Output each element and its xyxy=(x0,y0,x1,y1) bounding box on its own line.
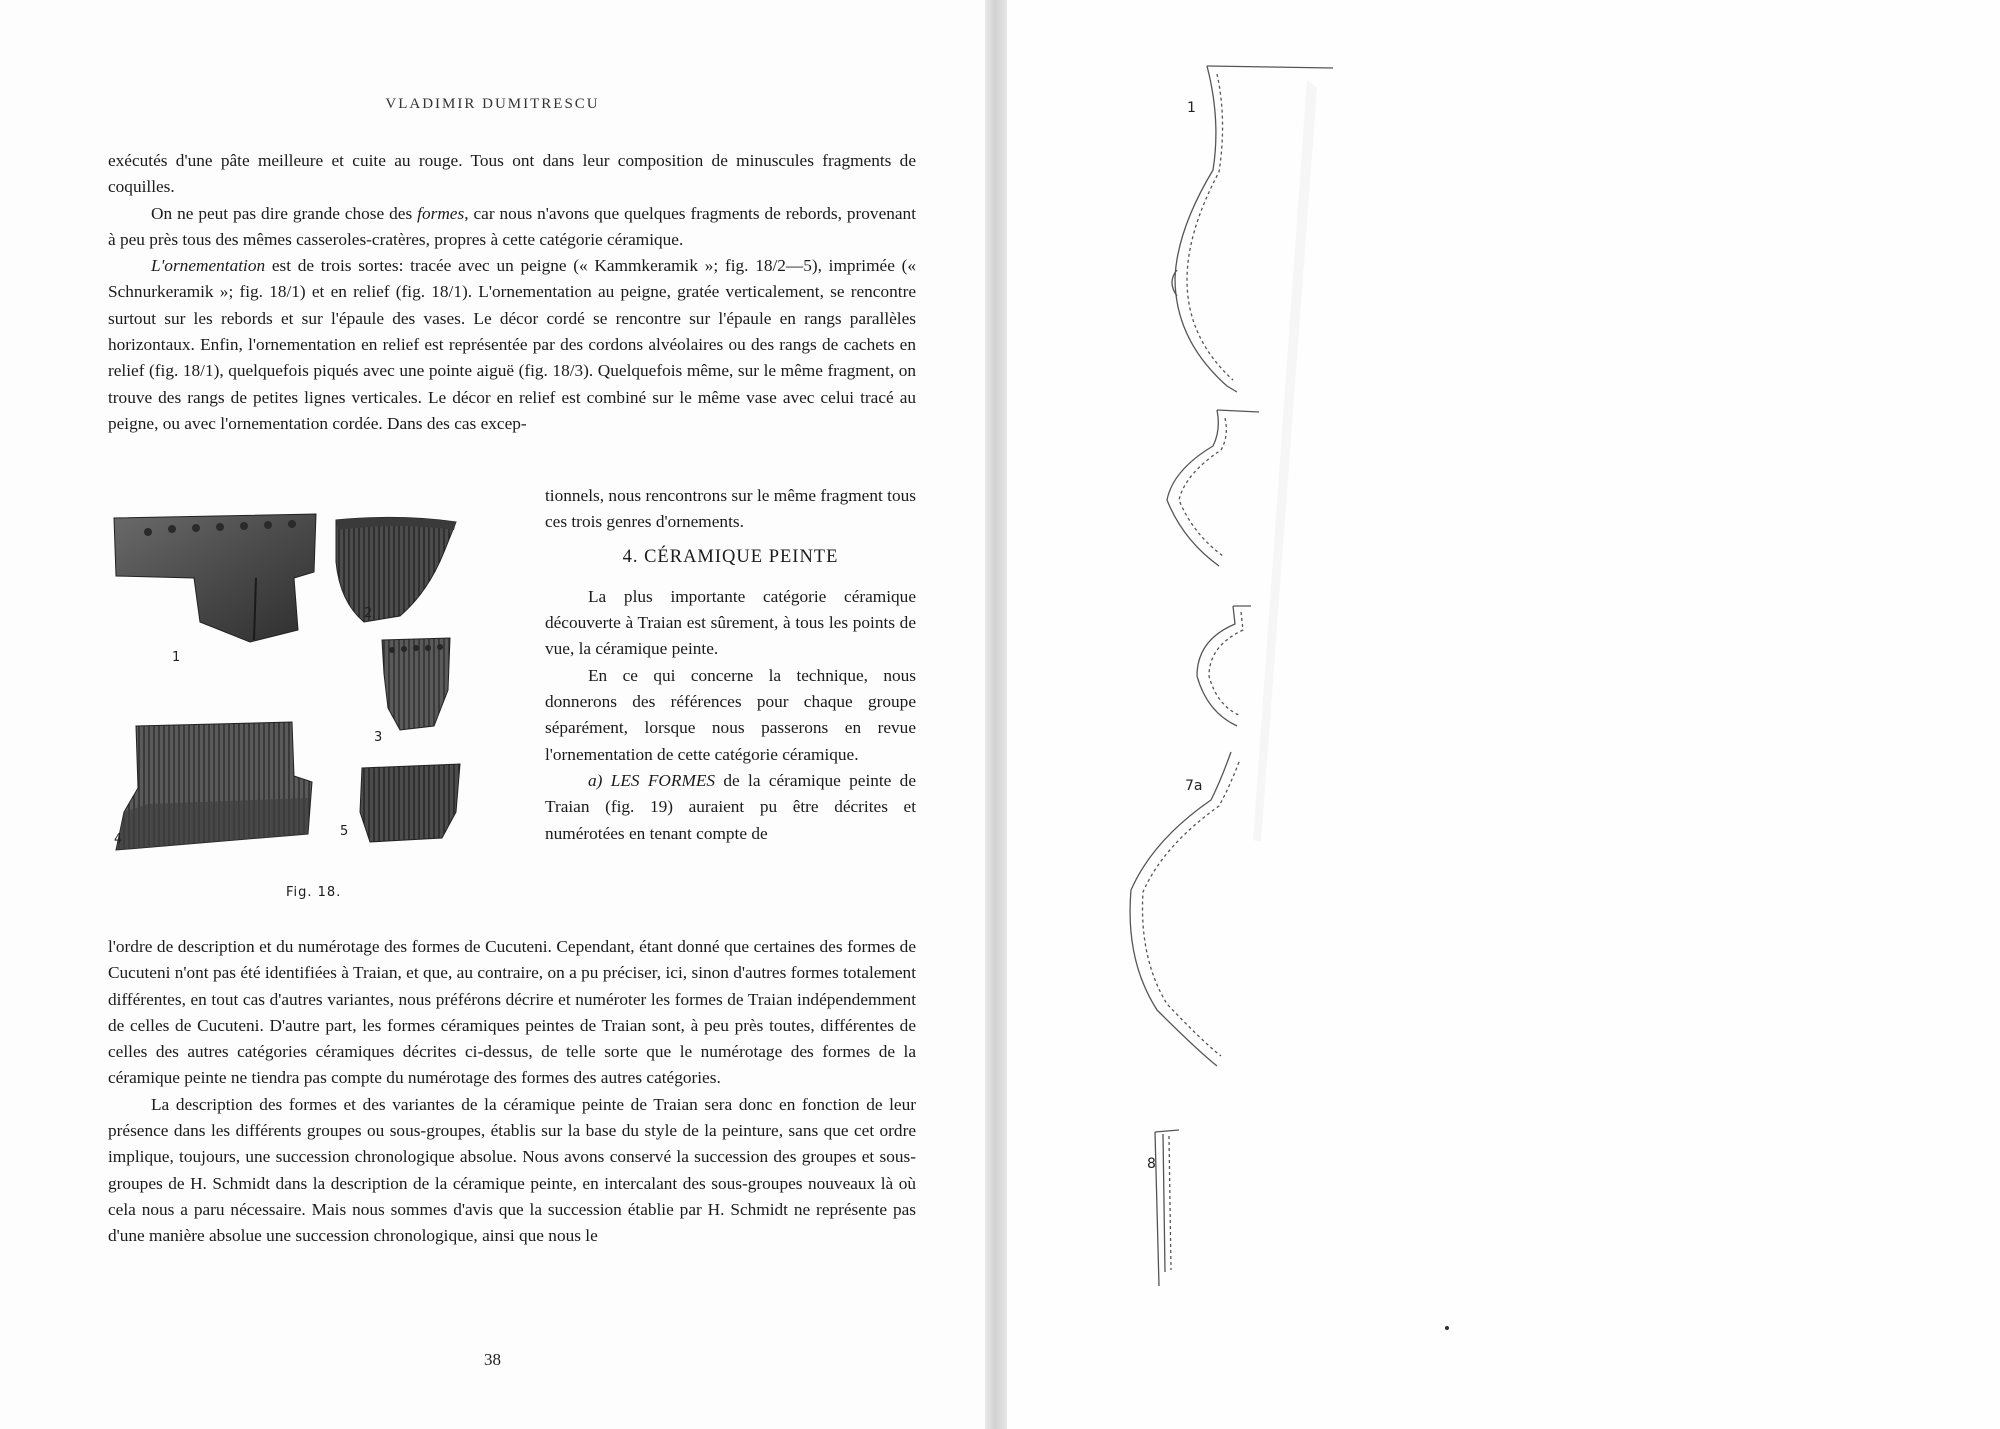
profile-label-1: 1 xyxy=(1187,100,1196,116)
figure-number-5: 5 xyxy=(340,824,349,839)
vessel-profiles xyxy=(1007,0,2000,1429)
para-2-run-2: formes xyxy=(417,203,465,223)
paragraph-3-end: tionnels, nous rencontrons sur le même fragment tous ces trois genres d'ornements. xyxy=(545,486,916,532)
figure-number-4: 4 xyxy=(114,832,123,847)
text-bottom xyxy=(108,934,916,1250)
sherd-5 xyxy=(360,764,460,842)
right-column xyxy=(545,483,916,847)
para-2-run-3: , car nous n'avons que quelques fragments de rebords, provenant à peu près tous des mêmes casseroles-cratères, propres à cette catégorie céramique. xyxy=(108,203,916,249)
profile-2 xyxy=(1167,410,1259,566)
sherd-photographs xyxy=(108,512,528,882)
figure-caption: Fig. 18. xyxy=(286,885,342,900)
paragraph-6-cont: l'ordre de description et du numérotage des formes de Cucuteni. Cependant, étant donné que certaines des formes de Cucuteni n'ont pas été identifiées à Traian, et que, au contraire, on a pu préciser, ici, sinon d'autres formes totalement différentes, en tout cas d'autres variantes, nous préférons décrire et numéroter les formes de Traian indépendemment de celles de Cucuteni. D'autre part, les formes céramiques peintes de Traian sont, à peu près toutes, différentes de celles des autres catégories céramiques décrites ci-dessus, de telle sorte que le numérotage des formes de la céramique peinte ne tiendra pas compte du numérotage des formes des autres catégories. xyxy=(108,937,916,1088)
sherd-2 xyxy=(336,517,456,622)
paragraph-5: En ce qui concerne la technique, nous donnerons des références pour chaque groupe séparément, lorsque nous passerons en revue l'ornementation de cette catégorie céramique. xyxy=(545,665,916,764)
para-3-run-1: L'ornementation xyxy=(151,256,266,276)
paragraph-6 xyxy=(545,768,916,847)
para-6-run-1: a) LES FORMES xyxy=(588,770,716,790)
sherd-4 xyxy=(116,722,312,850)
running-head: VLADIMIR DUMITRESCU xyxy=(385,96,600,112)
profile-7a xyxy=(1130,752,1239,1066)
right-page xyxy=(1007,0,2000,1429)
paragraph-1-text: exécutés d'une pâte meilleure et cuite au rouge. Tous ont dans leur composition de minuscules fragments de coquilles. xyxy=(108,151,916,197)
para-3-run-2: est de trois sortes: tracée avec un peigne (« Kammkeramik »; fig. 18/2—5), imprimée (« Schnurkeramik »; fig. 18/1) et en relief (fig. 18/1). L'ornementation au peigne, gratée verticalement, se rencontre surtout sur les rebords et sur l'épaule des vases. Le décor cordé se rencontre sur l'épaule en rangs parallèles horizontaux. Enfin, l'ornementation en relief est représentée par des cordons alvéolaires ou des rangs de cachets en relief (fig. 18/1), quelquefois piqués avec une pointe aiguë (fig. 18/3). Quelquefois même, sur le même fragment, on trouve des rangs de petites lignes verticales. Le décor en relief est combiné sur le même vase avec celui tracé au peigne, ou avec l'ornementation cordée. Dans des cas excep- xyxy=(108,256,916,433)
paragraph-4: La plus importante catégorie céramique découverte à Traian est sûrement, à tous les points de vue, la céramique peinte. xyxy=(545,586,916,659)
sherd-3 xyxy=(382,638,450,730)
profile-8 xyxy=(1155,1130,1179,1286)
para-2-run-1: On ne peut pas dire grande chose des xyxy=(151,203,418,223)
left-page xyxy=(0,0,985,1429)
figure-number-2: 2 xyxy=(364,606,373,621)
book-gutter xyxy=(985,0,1007,1429)
figure-18 xyxy=(108,512,528,902)
paragraph-3 xyxy=(108,253,916,437)
text-top xyxy=(108,148,916,437)
paragraph-2 xyxy=(108,201,916,254)
paragraph-1 xyxy=(108,148,916,201)
page-number: 38 xyxy=(484,1350,501,1369)
speck xyxy=(1445,1326,1449,1330)
figure-number-1: 1 xyxy=(172,650,181,665)
section-heading: 4. CÉRAMIQUE PEINTE xyxy=(622,546,839,567)
profile-label-8: 8 xyxy=(1147,1156,1156,1172)
para-6-run-2: de la céramique peinte de Traian (fig. 19) auraient pu être décrites et numérotées en tenant compte de xyxy=(545,770,916,843)
page-fold-shadow xyxy=(1253,80,1317,842)
figure-number-3: 3 xyxy=(374,730,383,745)
profile-3 xyxy=(1197,606,1251,726)
sherd-1 xyxy=(114,514,316,642)
paragraph-7: La description des formes et des variantes de la céramique peinte de Traian sera donc en fonction de leur présence dans les différents groupes ou sous-groupes, établis sur la base du style de la peinture, sans que cet ordre implique, toujours, une succession chronologique absolue. Nous avons conservé la succession des groupes et sous-groupes de H. Schmidt dans la description de la céramique peinte, en intercalant des sous-groupes nouveaux là où cela nous a paru nécessaire. Mais nous sommes d'avis que la succession établie par H. Schmidt ne représente pas d'une manière absolue une succession chronologique, ainsi que nous le xyxy=(108,1094,916,1246)
profile-label-7a: 7a xyxy=(1185,778,1203,794)
